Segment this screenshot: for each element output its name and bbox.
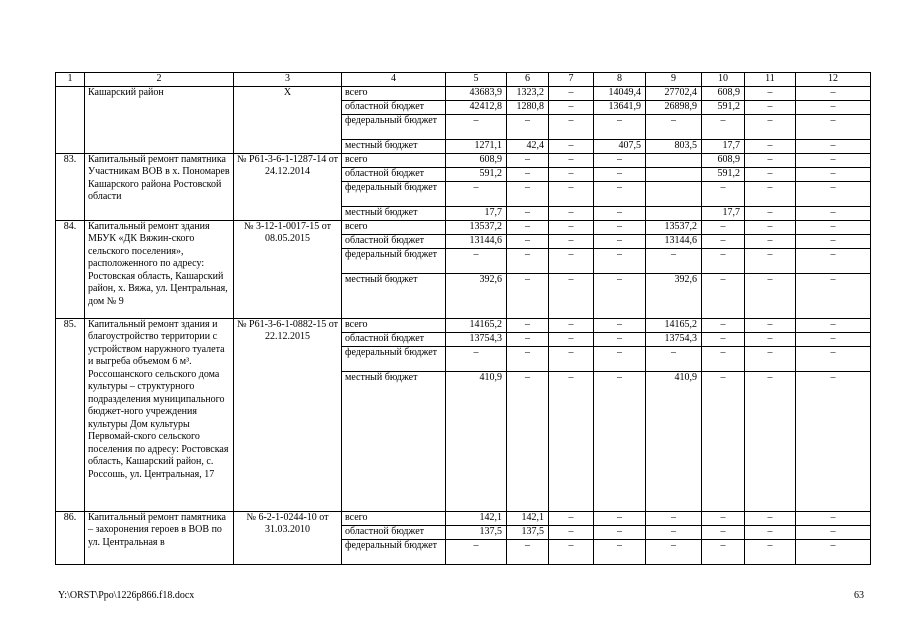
value-cell: – bbox=[646, 511, 702, 525]
value-cell: – bbox=[745, 206, 796, 220]
value-cell: – bbox=[594, 234, 646, 248]
value-cell: – bbox=[646, 114, 702, 139]
footer-page-number: 63 bbox=[854, 590, 864, 601]
value-cell: – bbox=[745, 511, 796, 525]
value-cell: – bbox=[594, 318, 646, 332]
value-cell: 142,1 bbox=[507, 511, 549, 525]
value-cell: – bbox=[594, 114, 646, 139]
document-number: № 3-12-1-0017-15 от 08.05.2015 bbox=[234, 220, 342, 318]
column-number-9: 9 bbox=[646, 73, 702, 87]
value-cell bbox=[646, 153, 702, 167]
value-cell: – bbox=[594, 167, 646, 181]
value-cell: 42,4 bbox=[507, 139, 549, 153]
value-cell: – bbox=[594, 248, 646, 273]
value-cell: – bbox=[702, 318, 745, 332]
value-cell: – bbox=[594, 525, 646, 539]
funding-source: федеральный бюджет bbox=[342, 114, 446, 139]
value-cell: – bbox=[646, 525, 702, 539]
value-cell: – bbox=[745, 234, 796, 248]
value-cell: – bbox=[549, 371, 594, 511]
value-cell: – bbox=[796, 100, 871, 114]
value-cell: – bbox=[507, 220, 549, 234]
value-cell: – bbox=[745, 248, 796, 273]
value-cell: – bbox=[702, 220, 745, 234]
value-cell: – bbox=[446, 346, 507, 371]
funding-source: федеральный бюджет bbox=[342, 248, 446, 273]
column-number-11: 11 bbox=[745, 73, 796, 87]
value-cell: – bbox=[702, 525, 745, 539]
object-name: Капитальный ремонт памятника Участникам ВОВ в х. Пономарев Кашарского района Ростовской области bbox=[85, 153, 234, 220]
value-cell: – bbox=[745, 86, 796, 100]
value-cell: – bbox=[796, 346, 871, 371]
value-cell: 17,7 bbox=[446, 206, 507, 220]
value-cell: – bbox=[594, 220, 646, 234]
funding-source: всего bbox=[342, 153, 446, 167]
value-cell: – bbox=[702, 346, 745, 371]
document-number: № Р61-3-6-1-1287-14 от 24.12.2014 bbox=[234, 153, 342, 220]
value-cell: – bbox=[796, 511, 871, 525]
value-cell: – bbox=[507, 273, 549, 318]
value-cell: – bbox=[702, 273, 745, 318]
value-cell: – bbox=[796, 273, 871, 318]
value-cell: – bbox=[745, 167, 796, 181]
value-cell: – bbox=[796, 248, 871, 273]
value-cell: 14165,2 bbox=[446, 318, 507, 332]
funding-source: всего bbox=[342, 511, 446, 525]
value-cell: – bbox=[549, 206, 594, 220]
value-cell: – bbox=[796, 318, 871, 332]
value-cell: – bbox=[745, 273, 796, 318]
value-cell: – bbox=[646, 539, 702, 564]
value-cell: – bbox=[745, 539, 796, 564]
table-row bbox=[56, 220, 871, 234]
value-cell: – bbox=[549, 153, 594, 167]
column-number-5: 5 bbox=[446, 73, 507, 87]
value-cell: – bbox=[796, 525, 871, 539]
value-cell: – bbox=[745, 332, 796, 346]
funding-source: всего bbox=[342, 86, 446, 100]
value-cell: 137,5 bbox=[446, 525, 507, 539]
value-cell: 27702,4 bbox=[646, 86, 702, 100]
funding-source: областной бюджет bbox=[342, 100, 446, 114]
funding-source: федеральный бюджет bbox=[342, 346, 446, 371]
funding-source: местный бюджет bbox=[342, 273, 446, 318]
row-number: 83. bbox=[56, 153, 85, 220]
value-cell bbox=[646, 206, 702, 220]
funding-source: местный бюджет bbox=[342, 206, 446, 220]
value-cell: – bbox=[507, 181, 549, 206]
funding-source: областной бюджет bbox=[342, 167, 446, 181]
value-cell: – bbox=[549, 167, 594, 181]
value-cell: – bbox=[646, 248, 702, 273]
value-cell: – bbox=[446, 114, 507, 139]
value-cell: – bbox=[507, 114, 549, 139]
value-cell: 392,6 bbox=[646, 273, 702, 318]
value-cell: – bbox=[507, 206, 549, 220]
value-cell: – bbox=[594, 181, 646, 206]
value-cell: – bbox=[507, 539, 549, 564]
row-number: 86. bbox=[56, 511, 85, 564]
table-row bbox=[56, 511, 871, 525]
column-number-2: 2 bbox=[85, 73, 234, 87]
value-cell: – bbox=[507, 332, 549, 346]
value-cell: 13754,3 bbox=[646, 332, 702, 346]
value-cell: – bbox=[646, 346, 702, 371]
value-cell: – bbox=[796, 206, 871, 220]
value-cell: – bbox=[796, 220, 871, 234]
funding-source: местный бюджет bbox=[342, 371, 446, 511]
value-cell: – bbox=[507, 234, 549, 248]
table-row bbox=[56, 86, 871, 100]
value-cell: – bbox=[549, 248, 594, 273]
row-number bbox=[56, 86, 85, 153]
value-cell: 14165,2 bbox=[646, 318, 702, 332]
value-cell: – bbox=[594, 273, 646, 318]
document-number: № 6-2-1-0244-10 от 31.03.2010 bbox=[234, 511, 342, 564]
value-cell: 17,7 bbox=[702, 139, 745, 153]
value-cell: – bbox=[702, 181, 745, 206]
funding-source: областной бюджет bbox=[342, 234, 446, 248]
value-cell: – bbox=[796, 153, 871, 167]
value-cell: – bbox=[745, 525, 796, 539]
value-cell: 13641,9 bbox=[594, 100, 646, 114]
value-cell: – bbox=[549, 511, 594, 525]
value-cell bbox=[646, 167, 702, 181]
value-cell: – bbox=[702, 511, 745, 525]
object-name: Кашарский район bbox=[85, 86, 234, 153]
value-cell: – bbox=[507, 371, 549, 511]
table-row bbox=[56, 318, 871, 332]
value-cell: 1280,8 bbox=[507, 100, 549, 114]
value-cell: – bbox=[702, 114, 745, 139]
value-cell: – bbox=[796, 86, 871, 100]
value-cell: – bbox=[446, 181, 507, 206]
value-cell: – bbox=[507, 346, 549, 371]
row-number: 85. bbox=[56, 318, 85, 511]
value-cell: – bbox=[745, 181, 796, 206]
value-cell: – bbox=[594, 511, 646, 525]
value-cell: 43683,9 bbox=[446, 86, 507, 100]
value-cell: 42412,8 bbox=[446, 100, 507, 114]
value-cell: – bbox=[702, 539, 745, 564]
funding-source: местный бюджет bbox=[342, 139, 446, 153]
document-number: Х bbox=[234, 86, 342, 153]
value-cell: – bbox=[549, 525, 594, 539]
value-cell: – bbox=[796, 539, 871, 564]
value-cell: 392,6 bbox=[446, 273, 507, 318]
value-cell: 13144,6 bbox=[446, 234, 507, 248]
column-number-6: 6 bbox=[507, 73, 549, 87]
value-cell: – bbox=[549, 539, 594, 564]
value-cell: – bbox=[796, 332, 871, 346]
value-cell: – bbox=[549, 139, 594, 153]
value-cell: 142,1 bbox=[446, 511, 507, 525]
value-cell: – bbox=[745, 153, 796, 167]
funding-source: федеральный бюджет bbox=[342, 539, 446, 564]
value-cell: – bbox=[745, 114, 796, 139]
value-cell: – bbox=[446, 539, 507, 564]
value-cell: – bbox=[594, 153, 646, 167]
value-cell: 13144,6 bbox=[646, 234, 702, 248]
funding-source: областной бюджет bbox=[342, 332, 446, 346]
value-cell: 13537,2 bbox=[446, 220, 507, 234]
value-cell: 591,2 bbox=[446, 167, 507, 181]
value-cell: 591,2 bbox=[702, 100, 745, 114]
value-cell: – bbox=[796, 371, 871, 511]
value-cell: – bbox=[549, 181, 594, 206]
value-cell: – bbox=[549, 114, 594, 139]
value-cell: 608,9 bbox=[702, 153, 745, 167]
value-cell: – bbox=[594, 206, 646, 220]
value-cell: 17,7 bbox=[702, 206, 745, 220]
value-cell: – bbox=[745, 100, 796, 114]
value-cell: 26898,9 bbox=[646, 100, 702, 114]
value-cell: 410,9 bbox=[446, 371, 507, 511]
value-cell: – bbox=[796, 234, 871, 248]
value-cell: – bbox=[507, 318, 549, 332]
column-number-7: 7 bbox=[549, 73, 594, 87]
value-cell: 13537,2 bbox=[646, 220, 702, 234]
value-cell: – bbox=[507, 153, 549, 167]
value-cell: – bbox=[702, 234, 745, 248]
value-cell: 608,9 bbox=[446, 153, 507, 167]
value-cell: – bbox=[594, 332, 646, 346]
value-cell: – bbox=[594, 346, 646, 371]
funding-source: областной бюджет bbox=[342, 525, 446, 539]
value-cell: – bbox=[594, 371, 646, 511]
value-cell: – bbox=[507, 248, 549, 273]
value-cell: – bbox=[549, 220, 594, 234]
column-number-12: 12 bbox=[796, 73, 871, 87]
document-number: № Р61-3-6-1-0882-15 от 22.12.2015 bbox=[234, 318, 342, 511]
table-row bbox=[56, 153, 871, 167]
header-row bbox=[56, 73, 871, 87]
row-number: 84. bbox=[56, 220, 85, 318]
value-cell: – bbox=[549, 273, 594, 318]
value-cell: 13754,3 bbox=[446, 332, 507, 346]
value-cell: 1271,1 bbox=[446, 139, 507, 153]
value-cell: – bbox=[549, 332, 594, 346]
value-cell: – bbox=[796, 167, 871, 181]
value-cell: 410,9 bbox=[646, 371, 702, 511]
value-cell: – bbox=[549, 346, 594, 371]
value-cell: 407,5 bbox=[594, 139, 646, 153]
value-cell: – bbox=[549, 318, 594, 332]
object-name: Капитальный ремонт здания и благоустройство территории с устройством наружного туалета и выгреба объемом 6 м³. Россошанского сельского дома культуры – структурного подразделения муниципального бюджет-ного учреждения культуры Дом культуры Первомай-ского сельского поселения по адресу: Ростовская область, Кашарский район, с. Россошь, ул. Центральная, 17 bbox=[85, 318, 234, 511]
value-cell: – bbox=[745, 139, 796, 153]
column-number-10: 10 bbox=[702, 73, 745, 87]
value-cell: – bbox=[702, 248, 745, 273]
value-cell: – bbox=[702, 332, 745, 346]
funding-source: всего bbox=[342, 318, 446, 332]
value-cell: – bbox=[702, 371, 745, 511]
column-number-3: 3 bbox=[234, 73, 342, 87]
value-cell: 591,2 bbox=[702, 167, 745, 181]
value-cell: – bbox=[446, 248, 507, 273]
column-number-8: 8 bbox=[594, 73, 646, 87]
value-cell: 1323,2 bbox=[507, 86, 549, 100]
column-number-1: 1 bbox=[56, 73, 85, 87]
value-cell: – bbox=[796, 181, 871, 206]
value-cell: – bbox=[745, 318, 796, 332]
value-cell: – bbox=[796, 139, 871, 153]
value-cell: – bbox=[796, 114, 871, 139]
value-cell: – bbox=[549, 86, 594, 100]
budget-table bbox=[55, 72, 871, 565]
object-name: Капитальный ремонт памятника – захоронения героев в ВОВ по ул. Центральная в bbox=[85, 511, 234, 564]
value-cell: 608,9 bbox=[702, 86, 745, 100]
column-number-4: 4 bbox=[342, 73, 446, 87]
funding-source: федеральный бюджет bbox=[342, 181, 446, 206]
value-cell bbox=[646, 181, 702, 206]
footer-file-path: Y:\ORST\Ppo\1226p866.f18.docx bbox=[58, 590, 195, 601]
value-cell: – bbox=[745, 346, 796, 371]
value-cell: – bbox=[745, 220, 796, 234]
value-cell: – bbox=[549, 100, 594, 114]
value-cell: – bbox=[594, 539, 646, 564]
budget-table-sheet bbox=[55, 72, 870, 565]
value-cell: – bbox=[745, 371, 796, 511]
value-cell: 137,5 bbox=[507, 525, 549, 539]
value-cell: 803,5 bbox=[646, 139, 702, 153]
value-cell: 14049,4 bbox=[594, 86, 646, 100]
funding-source: всего bbox=[342, 220, 446, 234]
object-name: Капитальный ремонт здания МБУК «ДК Вяжин-ского сельского поселения», расположенного по адресу: Ростовская область, Кашарский район, х. Вяжа, ул. Центральная, дом № 9 bbox=[85, 220, 234, 318]
value-cell: – bbox=[507, 167, 549, 181]
value-cell: – bbox=[549, 234, 594, 248]
